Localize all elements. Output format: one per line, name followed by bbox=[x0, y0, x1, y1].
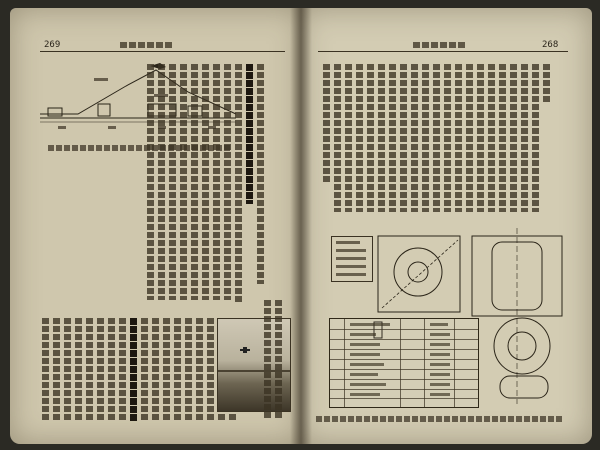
left-photo-caption bbox=[264, 300, 282, 430]
left-page-number: 269 bbox=[44, 40, 61, 50]
spec-table bbox=[329, 318, 479, 408]
diagram-legend bbox=[331, 236, 373, 282]
right-page-number: 268 bbox=[542, 40, 559, 50]
right-header-rule bbox=[318, 51, 568, 52]
book-gutter bbox=[290, 8, 312, 444]
right-figure-caption bbox=[316, 416, 562, 422]
left-running-header bbox=[120, 33, 180, 39]
right-running-header bbox=[413, 33, 473, 39]
aircraft-icon bbox=[240, 349, 250, 351]
left-body-text bbox=[147, 64, 264, 304]
left-header-rule bbox=[40, 51, 285, 52]
left-lower-text bbox=[42, 318, 236, 428]
right-body-text bbox=[323, 64, 550, 220]
